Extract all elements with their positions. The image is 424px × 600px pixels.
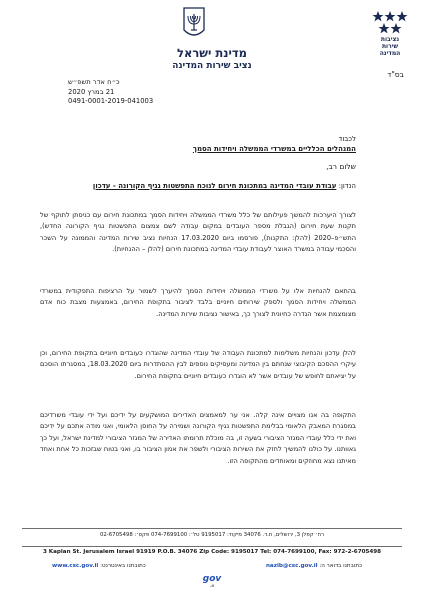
email-link[interactable]: nazib@csc.gov.il: [265, 563, 318, 569]
paragraph-4: התקופה בה אנו מצויים אינה קלה. אני ער למאמצים האדירים המושקעים על ידיכם ועל ידי עובדי משרדיכם במסגרת המאבק הלאומי בבלימת התפשטות נגיף הקורונה ושמירה על החוסן הלאומי, ואני מודה אתכם על ידיכם ואת ידי כלל עובדי המגזר הציבורי בשעה זו, בה מוכלת תרומתו האדירה של המגזר הציבורי למדינת ישראל, ועל כך גאוותנו. על כולנו להמשיך לחזק את השירות הציבורי ולשפר את אמון הציבור בו, ואני בטוח שבזכות כל אחת ואחד מאיתנו נצא מחוזקים ומאוחדים מהתקופה הזו.: [40, 411, 356, 465]
gov-il-logo: [200, 574, 224, 588]
greeting: שלום רב,: [326, 162, 356, 171]
email-info: [266, 563, 362, 569]
address-hebrew: רח׳ קפלן 3, ירושלים, ת.ד. 34076 מיקוד: 9195017 טל׳: 074-7699100 פקס׳: 02-6705498: [99, 532, 325, 538]
reference-number: 0491-0001-2019-041003: [68, 97, 154, 105]
bsd-mark: בס"ד: [387, 70, 404, 79]
paragraph-2: בהתאם להנחיות אלו על משרדי הממשלה ויחידות הסמך להיערך לשמור על הרציפות התפקודית במשרדי הממשלה ויחידות הסמך ולספק שירותים חיוניים בלבד לציבור בתקופת החירום, באמצעות מצבת כוח אדם מצומצמת אשר הגדרה כחיונית לצורך כך, באישור נציבות שירות המדינה.: [40, 287, 356, 318]
gov-logo-sub: .il: [210, 584, 214, 588]
to-label: לכבוד: [338, 135, 356, 143]
addressee-block: [193, 134, 356, 154]
subject-text: עבודת עובדי המדינה במתכונת חירום לנוכח התפשטות נגיף הקורונה - עדכון: [92, 182, 337, 190]
website-link[interactable]: www.csc.gov.il: [52, 563, 99, 569]
hebrew-date: כ״ח אדר תשפ״ש: [68, 78, 120, 86]
email-label: כתובתנו בדואר ה:: [319, 563, 362, 569]
subject-line: [40, 182, 356, 190]
government-title: מדינת ישראל: [177, 46, 247, 60]
address-english: 3 Kaplan St. Jerusalem Israel 91919 P.O.B. 34076 Zip Code: 9195017 Tel: 074-7699100, Fax: 972-2-6705498: [42, 549, 382, 555]
recipients: המנהלים הכלליים במשרדי הממשלה ויחידות הסמך: [192, 145, 356, 153]
footer-divider-bottom: [22, 546, 402, 547]
paragraph-3: להלן עדכון והנחיות משלימות למתכונת העבודה של עובדי המדינה שהוגדרו כעובדים חיוניים בתקופת החירום, וכן עיקרי ההסכם הקיבוצי שנחתם בין המדינה ומעסיקים נוספים לבין ההסתדרות ביום 18.03.2020, במסגרתו הוסכם על יציאתם לחופש של עובדים אשר לא הוגדרו כעובדים חיוניים בתקופת החירום.: [40, 349, 356, 380]
subject-label: הנדון:: [338, 182, 356, 190]
logo-text-line2: שירות: [381, 43, 399, 50]
commissioner-title: נציב שירות המדינה: [172, 61, 252, 71]
csc-logo: [366, 10, 414, 57]
state-emblem-icon: [182, 6, 206, 40]
logo-text-line1: נציבות: [380, 36, 400, 43]
gov-logo-text: gov: [202, 574, 222, 584]
website-label: כתובתנו באינטרנט:: [100, 563, 146, 569]
gregorian-date: 21 במרץ 2020: [68, 87, 115, 96]
website-info: [52, 563, 146, 569]
footer-divider-top: [22, 528, 402, 529]
letter-meta: [68, 78, 153, 107]
stars-logo-icon: [370, 10, 410, 36]
logo-text-line3: המדינה: [379, 50, 401, 57]
paragraph-1: לצורך היערכות להמשך פעילותם של כלל משרדי הממשלה ויחידות הסמך במתכונת חירום עם כניסתן לתוקף של תקנות שעת חירום (הגבלת מספר העובדים במקום עבודה לשם צמצום התפשטות נגיף הקורונה החדש), התש״פ–2020 (להלן: התקנות), פורסמו ביום 17.03.2020 הנחיות נציב שירות המדינה והממונה על השכר והסכמי עבודה במשרד האוצר לעבודת עובדי המדינה במתכונת חירום (להלן – ההנחיות).: [40, 211, 357, 254]
